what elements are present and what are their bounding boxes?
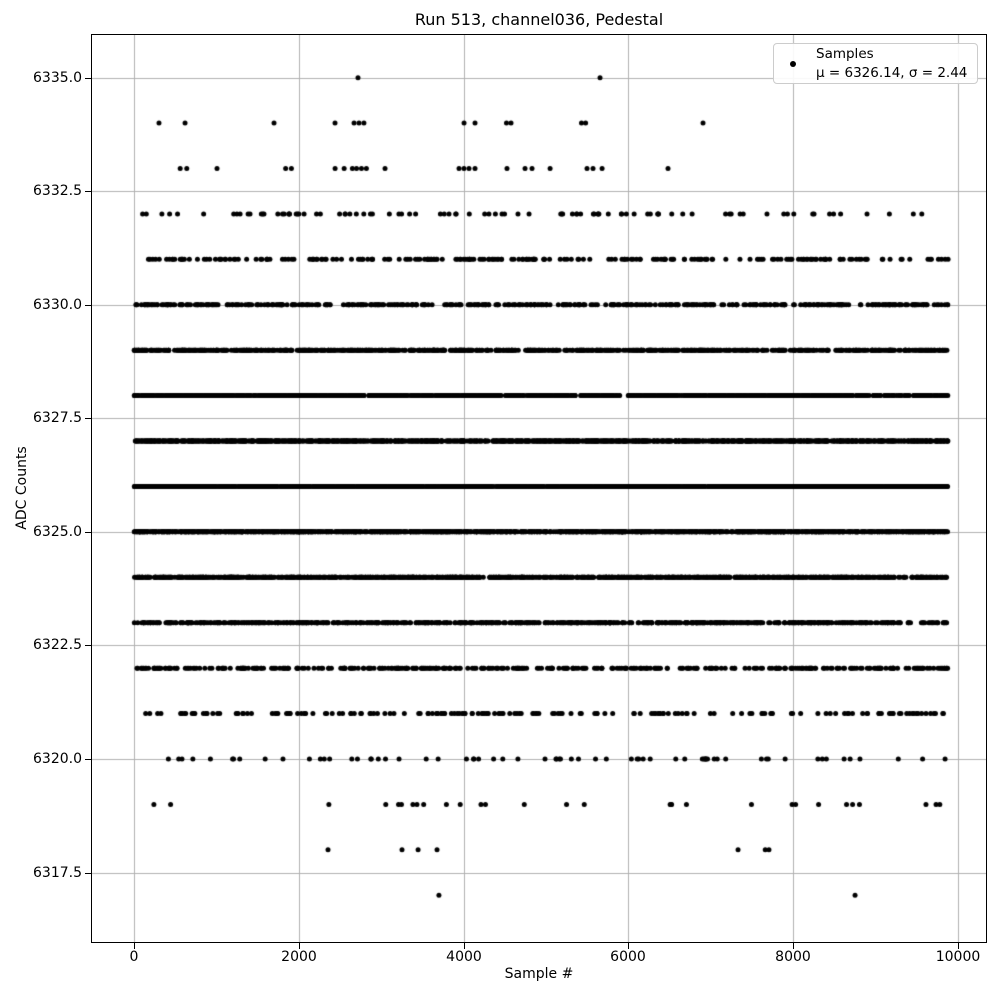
y-tick-mark [85, 873, 91, 874]
y-tick-mark [85, 645, 91, 646]
y-tick-label: 6327.5 [33, 410, 82, 426]
y-tick-mark [85, 759, 91, 760]
y-axis-label: ADC Counts [14, 446, 30, 530]
x-tick-label: 2000 [281, 949, 317, 965]
y-tick-label: 6325.0 [33, 524, 82, 540]
x-tick-label: 6000 [610, 949, 646, 965]
y-tick-mark [85, 305, 91, 306]
legend [773, 43, 978, 84]
y-tick-label: 6330.0 [33, 297, 82, 313]
legend-label: Samples [816, 45, 874, 62]
x-tick-label: 4000 [446, 949, 482, 965]
x-tick-label: 10000 [935, 949, 981, 965]
y-tick-mark [85, 418, 91, 419]
plot-title: Run 513, channel036, Pedestal [414, 10, 664, 29]
y-tick-label: 6335.0 [33, 70, 82, 86]
y-tick-label: 6317.5 [33, 865, 82, 881]
y-tick-mark [85, 191, 91, 192]
y-tick-mark [85, 532, 91, 533]
legend-sample-marker-icon [790, 61, 796, 67]
legend-stats: μ = 6326.14, σ = 2.44 [816, 64, 968, 81]
x-axis-label: Sample # [504, 966, 574, 982]
scatter-plot-canvas [91, 34, 987, 943]
y-tick-label: 6332.5 [33, 183, 82, 199]
x-tick-label: 8000 [775, 949, 811, 965]
y-tick-label: 6322.5 [33, 637, 82, 653]
y-tick-label: 6320.0 [33, 751, 82, 767]
legend-text [816, 45, 967, 83]
x-tick-label: 0 [129, 949, 139, 965]
y-tick-mark [85, 78, 91, 79]
